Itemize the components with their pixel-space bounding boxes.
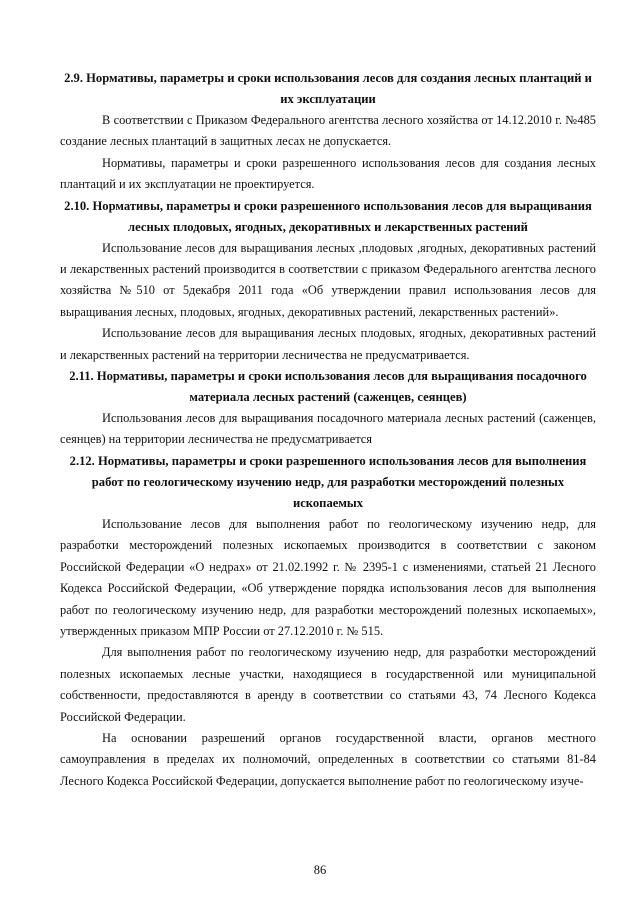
paragraph: В соответствии с Приказом Федерального агентства лесного хозяйства от 14.12.2010 г. №485 создание лесных плантаций в защитных лесах не допускается. [60, 113, 596, 149]
paragraph: Использование лесов для выращивания лесных плодовых, ягодных, декоративных растений и лекарственных растений на территории лесничества не предусматривается. [60, 326, 596, 362]
section-title: 2.9. Нормативы, параметры и сроки использования лесов для создания лесных плантаций и их эксплуатации [64, 71, 592, 106]
section-title: 2.11. Нормативы, параметры и сроки использования лесов для выращивания посадочного материала лесных растений (саженцев, сеянцев) [69, 369, 587, 405]
paragraph: Нормативы, параметры и сроки разрешенного использования лесов для создания лесных плантаций и их эксплуатации не проектируется. [60, 155, 596, 192]
section-2-11 [60, 366, 596, 451]
page-number: 86 [313, 863, 327, 877]
document-page [60, 68, 596, 792]
section-title: 2.10. Нормативы, параметры и сроки разрешенного использования лесов для выращивания лесных плодовых, ягодных, декоративных и лекарственных растений [64, 198, 592, 234]
paragraph: Для выполнения работ по геологическому изучению недр, для разработки месторождений полезных ископаемых лесные участки, находящиеся в государственной или муниципальной собственности, предоставляются в аренду в соответствии со статьями 43, 74 Лесного Кодекса Российской Федерации. [60, 645, 596, 724]
section-2-10 [60, 196, 596, 366]
paragraph: Использование лесов для выполнения работ по геологическому изучению недр, для разработки месторождений полезных ископаемых производится в соответствии с законом Российской Федерации «О недрах» от 21.02.1992 г. № 2395-1 с изменениями, статьей 21 Лесного Кодекса Российской Федерации, «Об утверждение порядка использования лесов для выполнения работ по геологическому изучению недр, для разработки месторождений полезных ископаемых», утвержденных приказом МПР России от 27.12.2010 г. № 515. [60, 516, 596, 638]
paragraph: Использование лесов для выращивания лесных ,плодовых ,ягодных, декоративных растений и лекарственных растений производится в соответствии с приказом Федерального агентства лесного хозяйства №510 от 5декабря 2011 года «Об утверждении правил использования лесов для выращивания лесных, плодовых, ягодных, декоративных растений, лекарственных растений». [60, 240, 596, 319]
paragraph: На основании разрешений органов государственной власти, органов местного самоуправления в пределах их полномочий, определенных в соответствии со статьями 81-84 Лесного Кодекса Российской Федерации, допускается выполнение работ по геологическому изуче- [60, 730, 596, 788]
paragraph: Использования лесов для выращивания посадочного материала лесных растений (саженцев, сеянцев) на территории лесничества не предусматривается [60, 411, 596, 447]
section-2-9 [60, 68, 596, 196]
section-title: 2.12. Нормативы, параметры и сроки разрешенного использования лесов для выполнения работ по геологическому изучению недр, для разработки месторождений полезных ископаемых [69, 453, 587, 510]
section-2-12 [60, 451, 596, 792]
